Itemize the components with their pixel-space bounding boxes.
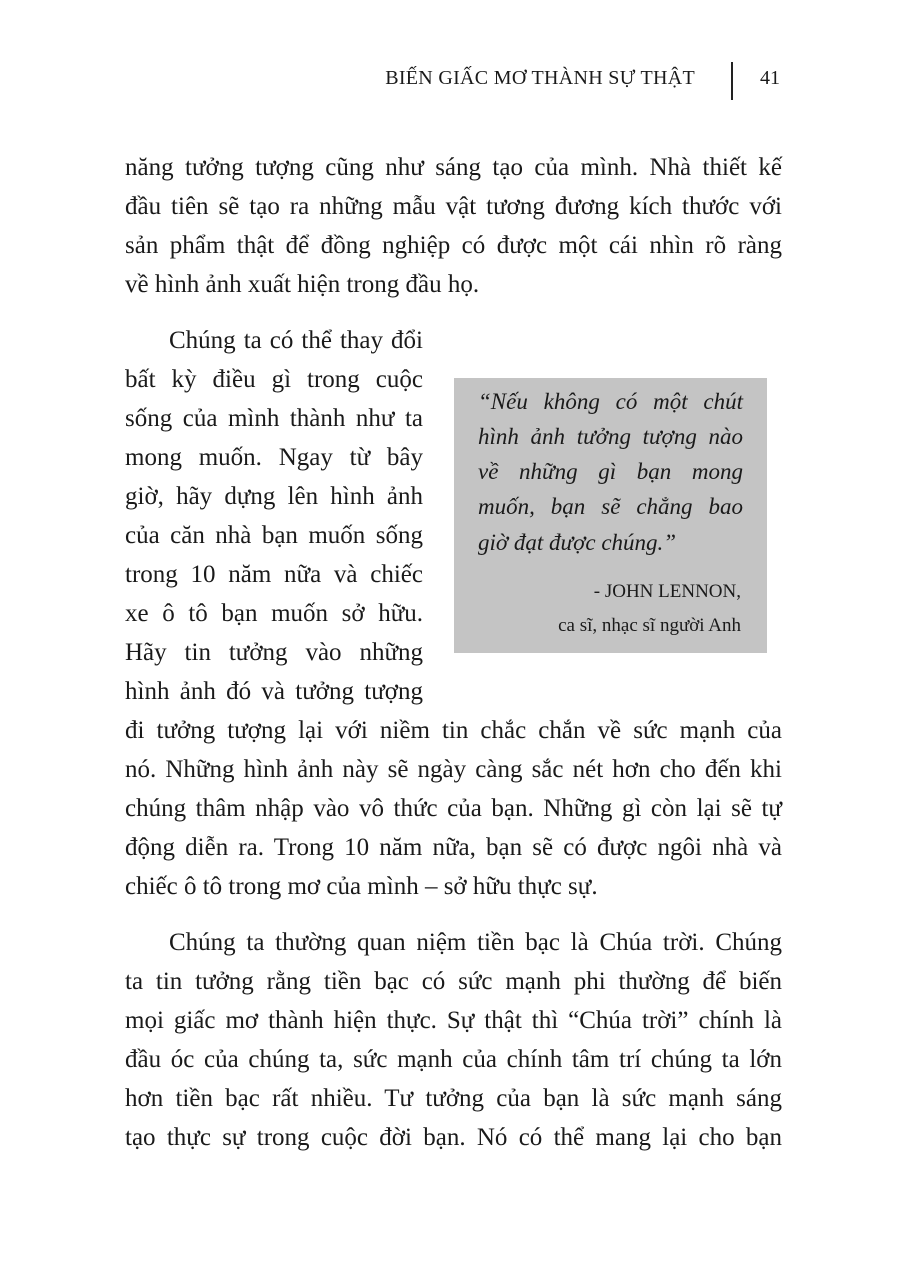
- body-line: mong muốn. Ngay từ bây: [125, 444, 423, 471]
- body-line: chúng thâm nhập vào vô thức của bạn. Những gì còn lại sẽ tự: [125, 795, 782, 822]
- body-line: Chúng ta có thể thay đổi: [169, 327, 423, 354]
- body-line: Chúng ta thường quan niệm tiền bạc là Chúa trời. Chúng: [169, 929, 782, 956]
- body-line: xe ô tô bạn muốn sở hữu.: [125, 600, 423, 627]
- quote-author: - JOHN LENNON,: [593, 581, 741, 602]
- body-line: đi tưởng tượng lại với niềm tin chắc chắn về sức mạnh của: [125, 717, 782, 744]
- body-line: năng tưởng tượng cũng như sáng tạo của mình. Nhà thiết kế: [125, 154, 782, 181]
- page-number: 41: [760, 67, 780, 89]
- quote-author-description: ca sĩ, nhạc sĩ người Anh: [558, 615, 741, 636]
- header-divider: [731, 62, 733, 100]
- pull-quote-box: [454, 378, 767, 653]
- body-line: của căn nhà bạn muốn sống: [125, 522, 423, 549]
- body-line: mọi giấc mơ thành hiện thực. Sự thật thì “Chúa trời” chính là: [125, 1007, 782, 1034]
- body-line: trong 10 năm nữa và chiếc: [125, 561, 423, 588]
- body-line: chiếc ô tô trong mơ của mình – sở hữu thực sự.: [125, 873, 598, 900]
- body-line: động diễn ra. Trong 10 năm nữa, bạn sẽ có được ngôi nhà và: [125, 834, 782, 861]
- body-line: Hãy tin tưởng vào những: [125, 639, 423, 666]
- quote-line: hình ảnh tưởng tượng nào: [478, 424, 743, 449]
- body-line: ta tin tưởng rằng tiền bạc có sức mạnh phi thường để biến: [125, 968, 782, 995]
- body-line: nó. Những hình ảnh này sẽ ngày càng sắc nét hơn cho đến khi: [125, 756, 782, 783]
- body-line: sống của mình thành như ta: [125, 405, 423, 432]
- quote-line: “Nếu không có một chút: [478, 389, 743, 414]
- body-line: đầu tiên sẽ tạo ra những mẫu vật tương đương kích thước với: [125, 193, 782, 220]
- body-line: hình ảnh đó và tưởng tượng: [125, 678, 423, 705]
- body-line: về hình ảnh xuất hiện trong đầu họ.: [125, 271, 480, 298]
- quote-line: về những gì bạn mong: [478, 459, 743, 484]
- body-line: bất kỳ điều gì trong cuộc: [125, 366, 423, 393]
- body-line: sản phẩm thật để đồng nghiệp có được một cái nhìn rõ ràng: [125, 232, 782, 259]
- body-line: giờ, hãy dựng lên hình ảnh: [125, 483, 423, 510]
- quote-line: giờ đạt được chúng.”: [478, 530, 677, 555]
- running-header-title: BIẾN GIẤC MƠ THÀNH SỰ THẬT: [385, 67, 695, 89]
- body-line: hơn tiền bạc rất nhiều. Tư tưởng của bạn là sức mạnh sáng: [125, 1085, 782, 1112]
- body-line: đầu óc của chúng ta, sức mạnh của chính tâm trí chúng ta lớn: [125, 1046, 782, 1073]
- body-line: tạo thực sự trong cuộc đời bạn. Nó có thể mang lại cho bạn: [125, 1124, 782, 1151]
- quote-line: muốn, bạn sẽ chẳng bao: [478, 494, 743, 519]
